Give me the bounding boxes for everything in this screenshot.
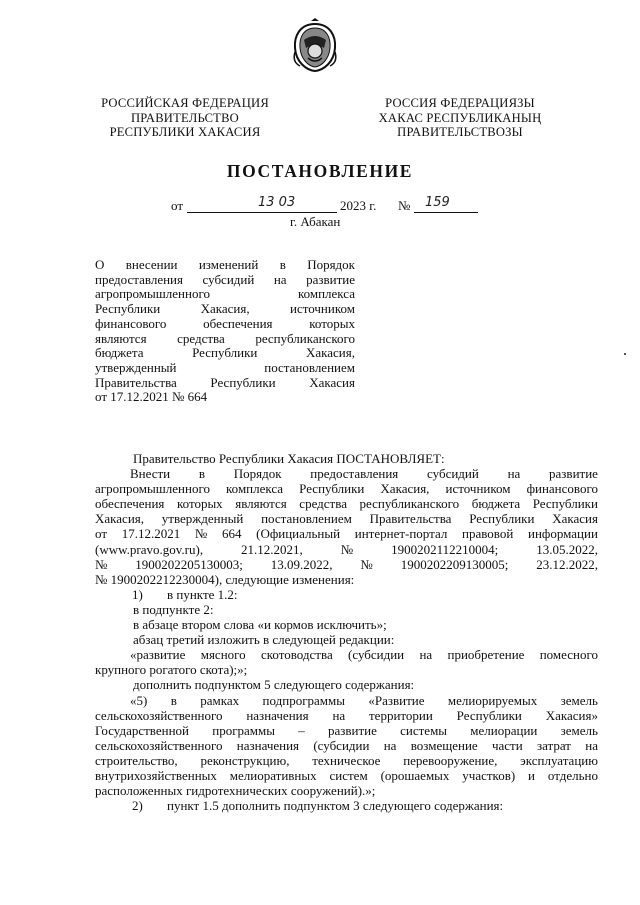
subject-word: предоставления [95, 271, 183, 287]
date-handwritten: 13 03 [258, 195, 296, 210]
body-line [95, 466, 598, 481]
body-word: № [194, 526, 208, 542]
subject-word: субсидий [202, 271, 255, 287]
body-word: сельскохозяйственного [95, 707, 223, 723]
body-word: 21.12.2021, [241, 541, 303, 557]
body-word: Внести [130, 466, 171, 482]
body-word: утвержденный [161, 511, 244, 527]
body-word: агропромышленного [95, 481, 210, 497]
body-word: – [298, 722, 305, 738]
body-line [95, 451, 598, 466]
body-word: реконструкцию, [200, 752, 290, 768]
subject-word: на [273, 271, 287, 287]
subject-line [95, 317, 355, 332]
subject-word: в [279, 257, 286, 272]
body-word: назначения [236, 737, 300, 753]
body-word: средства [299, 496, 347, 512]
body-word: финансового [526, 481, 598, 497]
document-title: ПОСТАНОВЛЕНИЕ [226, 161, 414, 181]
body-word: 1900202205130003; [135, 556, 243, 572]
body-line [95, 738, 598, 753]
body-word: скотоводства [260, 647, 333, 663]
body-word: постановлением [261, 511, 352, 527]
body-word: № [340, 541, 354, 557]
body-word: строительство, [95, 752, 178, 768]
body-word: 13.09.2022, [270, 556, 333, 572]
item-number: 1) [132, 586, 143, 602]
body-word: в подпункте 2: [133, 601, 214, 617]
body-word: 664 [221, 526, 242, 542]
body-word: пункт 1.5 дополнить подпунктом 3 следующего содержания: [167, 798, 504, 814]
subject-line [95, 390, 355, 405]
body-word: участков) [462, 767, 516, 783]
body-word: рамках [200, 692, 240, 708]
subject-line [95, 258, 355, 273]
subject-word: изменений [198, 257, 259, 272]
subject-word: Республики [95, 301, 161, 317]
body-line [95, 708, 598, 723]
body-word: территории [369, 707, 433, 723]
body-word: возмещение [410, 737, 478, 753]
body-word: 23.12.2022, [536, 556, 598, 572]
body-line [95, 557, 598, 572]
body-word: эксплуатацию [520, 752, 598, 768]
header-ru [90, 96, 280, 140]
number-underline [414, 212, 478, 213]
subject-word: развитие [306, 271, 355, 287]
year-label: 2023 г. [340, 198, 377, 213]
body-word: 1900202112210004; [391, 541, 499, 557]
subject-word: агропромышленного [95, 286, 210, 302]
body-word: 1900202209130005; [400, 556, 509, 572]
header-khakas-line: ХАКАС РЕСПУБЛИКАНЫҢ [378, 110, 542, 125]
subject-line [95, 332, 355, 347]
date-underline [187, 212, 337, 213]
subject-word: О [95, 257, 105, 272]
subject-word: Правительства [95, 374, 177, 390]
body-word: республиканского [359, 496, 460, 512]
item-number: 2) [132, 798, 143, 814]
subject-line [95, 346, 355, 361]
body-word: № [360, 556, 373, 572]
body-line [95, 526, 598, 541]
body-line [95, 783, 598, 798]
body-word: «Развитие [368, 692, 425, 708]
subject-word: утвержденный [95, 359, 177, 375]
body-line [95, 511, 598, 526]
subject-word: средства [177, 330, 225, 346]
body-word: в [170, 692, 177, 708]
body-word: № 1900202212230004), следующие изменения: [95, 571, 355, 587]
body-word: 13.05.2022, [536, 541, 598, 557]
body-word: перевооружение, [403, 752, 498, 768]
body-word: земель [560, 722, 598, 738]
subject-line [95, 376, 355, 391]
body-word: приобретение [447, 647, 525, 663]
body-word: «развитие [130, 647, 186, 663]
subject-word: Хакасия, [200, 301, 250, 317]
body-line [95, 647, 598, 662]
body-word: на [585, 737, 598, 753]
body-word: в пункте 1.2: [167, 586, 238, 602]
body-line [95, 617, 598, 632]
header-khakas [360, 96, 560, 140]
header-ru-line: РОССИЙСКАЯ ФЕДЕРАЦИЯ [101, 96, 269, 110]
body-word: (Официальный [256, 526, 341, 542]
subject-line [95, 361, 355, 376]
body-line [95, 768, 598, 783]
body-line [95, 587, 598, 602]
body-word: дополнить подпунктом 5 следующего содержания: [133, 677, 415, 693]
body-line [95, 662, 598, 677]
body-line [95, 798, 598, 813]
body-word: комплекса [226, 481, 284, 497]
subject-word: от 17.12.2021 № 664 [95, 389, 208, 405]
body-word: Хакасия, [380, 481, 430, 497]
body-line [95, 602, 598, 617]
subject-block [95, 258, 355, 405]
subject-line [95, 302, 355, 317]
body-word: мясного [200, 647, 246, 663]
body-word: Республики [299, 481, 365, 497]
subject-line [95, 273, 355, 288]
body-word: Государственной [95, 722, 190, 738]
body-word: обеспечения [95, 496, 165, 512]
body-line [95, 632, 598, 647]
subject-word: Хакасия [309, 374, 355, 390]
subject-word: которых [309, 315, 355, 331]
body-line [95, 481, 598, 496]
body-word: которых [176, 496, 223, 512]
city-label: г. Абакан [290, 214, 341, 229]
subject-word: комплекса [297, 286, 355, 302]
body-word: Правительство Республики Хакасия ПОСТАНОВЛЯЕТ: [133, 451, 445, 466]
subject-word: являются [95, 330, 147, 346]
body-word: Республики [469, 511, 535, 527]
subject-word: внесении [125, 257, 178, 272]
subject-word: источником [289, 301, 355, 317]
body-word: развитие [327, 722, 377, 738]
body-word: земель [560, 692, 598, 708]
body-word: системы [400, 722, 448, 738]
body-word: Республики [532, 496, 598, 512]
header-khakas-line: ПРАВИТЕЛЬСТВОЗЫ [397, 125, 523, 140]
subject-word: постановлением [264, 359, 355, 375]
body-word: Хакасия, [95, 511, 145, 527]
body-word: (орошаемых [380, 767, 450, 783]
header-ru-line: ПРАВИТЕЛЬСТВО [131, 110, 239, 125]
coat-of-arms-emblem-icon [290, 18, 340, 74]
body-word: являются [235, 496, 287, 512]
subject-word: республиканского [255, 330, 355, 346]
body-word: мелиорируемых [447, 692, 538, 708]
body-word: техническое [312, 752, 381, 768]
body-line [95, 677, 598, 692]
body-word: (субсидии [348, 647, 405, 663]
body-word: правовой [462, 526, 514, 542]
body-word: (www.pravo.gov.ru), [95, 541, 204, 557]
body-line [95, 542, 598, 557]
body-word: мелиоративных [229, 767, 317, 783]
body-word: отдельно [547, 767, 598, 783]
body-line [95, 572, 598, 587]
scan-speck [624, 353, 626, 355]
body-word: расположенных гидротехнических сооружений).»; [95, 783, 376, 799]
subject-word: Республики [210, 374, 276, 390]
body-word: абзац третий изложить в следующей редакции: [133, 632, 395, 648]
subject-line [95, 287, 355, 302]
body-word: интернет-портал [354, 526, 448, 542]
subject-word: Хакасия, [305, 345, 355, 361]
body-word: субсидий [427, 466, 479, 482]
body-word: мелиорации [470, 722, 538, 738]
body-word: № [95, 556, 108, 572]
subject-word: финансового [95, 315, 167, 331]
body-line [95, 723, 598, 738]
body-word: Республики [456, 707, 522, 723]
body-word: и [528, 767, 536, 783]
subject-word: бюджета [95, 345, 144, 361]
body-word: затрат [536, 737, 571, 753]
body-word: (субсидии [313, 737, 370, 753]
body-word: источником [445, 481, 511, 497]
body-word: на [507, 466, 521, 482]
body-word: сельскохозяйственного [95, 737, 223, 753]
body-word: помесного [539, 647, 598, 663]
body-word: развитие [549, 466, 598, 482]
body-word: Хакасия» [545, 707, 598, 723]
body-line [95, 496, 598, 511]
body-word: Правительства [369, 511, 452, 527]
body-word: информации [528, 526, 598, 542]
body-word: Порядок [233, 466, 282, 482]
body-word: внутрихозяйственных [95, 767, 217, 783]
body-word: крупного рогатого скота);»; [95, 662, 248, 678]
body-word: на [332, 707, 346, 723]
body-word: на [383, 737, 397, 753]
body-word: назначения [246, 707, 309, 723]
body-line [95, 693, 598, 708]
body-word: систем [329, 767, 368, 783]
body-word: Хакасия [552, 511, 598, 527]
body-word: «5) [130, 692, 148, 708]
body-word: подпрограммы [262, 692, 345, 708]
subject-word: обеспечения [203, 315, 273, 331]
body-word: на [419, 647, 433, 663]
subject-word: Республики [192, 345, 258, 361]
subject-word: Порядок [307, 257, 355, 272]
body-word: бюджета [471, 496, 521, 512]
body-word: от [95, 526, 108, 542]
body-text [95, 451, 598, 813]
number-handwritten: 159 [425, 195, 450, 210]
body-word: предоставления [310, 466, 399, 482]
body-word: в абзаце втором слова «и кормов исключить»; [133, 617, 387, 633]
body-word: 17.12.2021 [121, 526, 181, 542]
header-khakas-line: РОССИЯ ФЕДЕРАЦИЯЗЫ [385, 96, 535, 110]
number-label: № [398, 198, 411, 213]
header-ru-line: РЕСПУБЛИКИ ХАКАСИЯ [109, 125, 261, 140]
body-word: программы [212, 722, 275, 738]
from-label: от [171, 198, 184, 213]
body-word: в [198, 466, 206, 482]
body-line [95, 753, 598, 768]
body-word: части [491, 737, 523, 753]
